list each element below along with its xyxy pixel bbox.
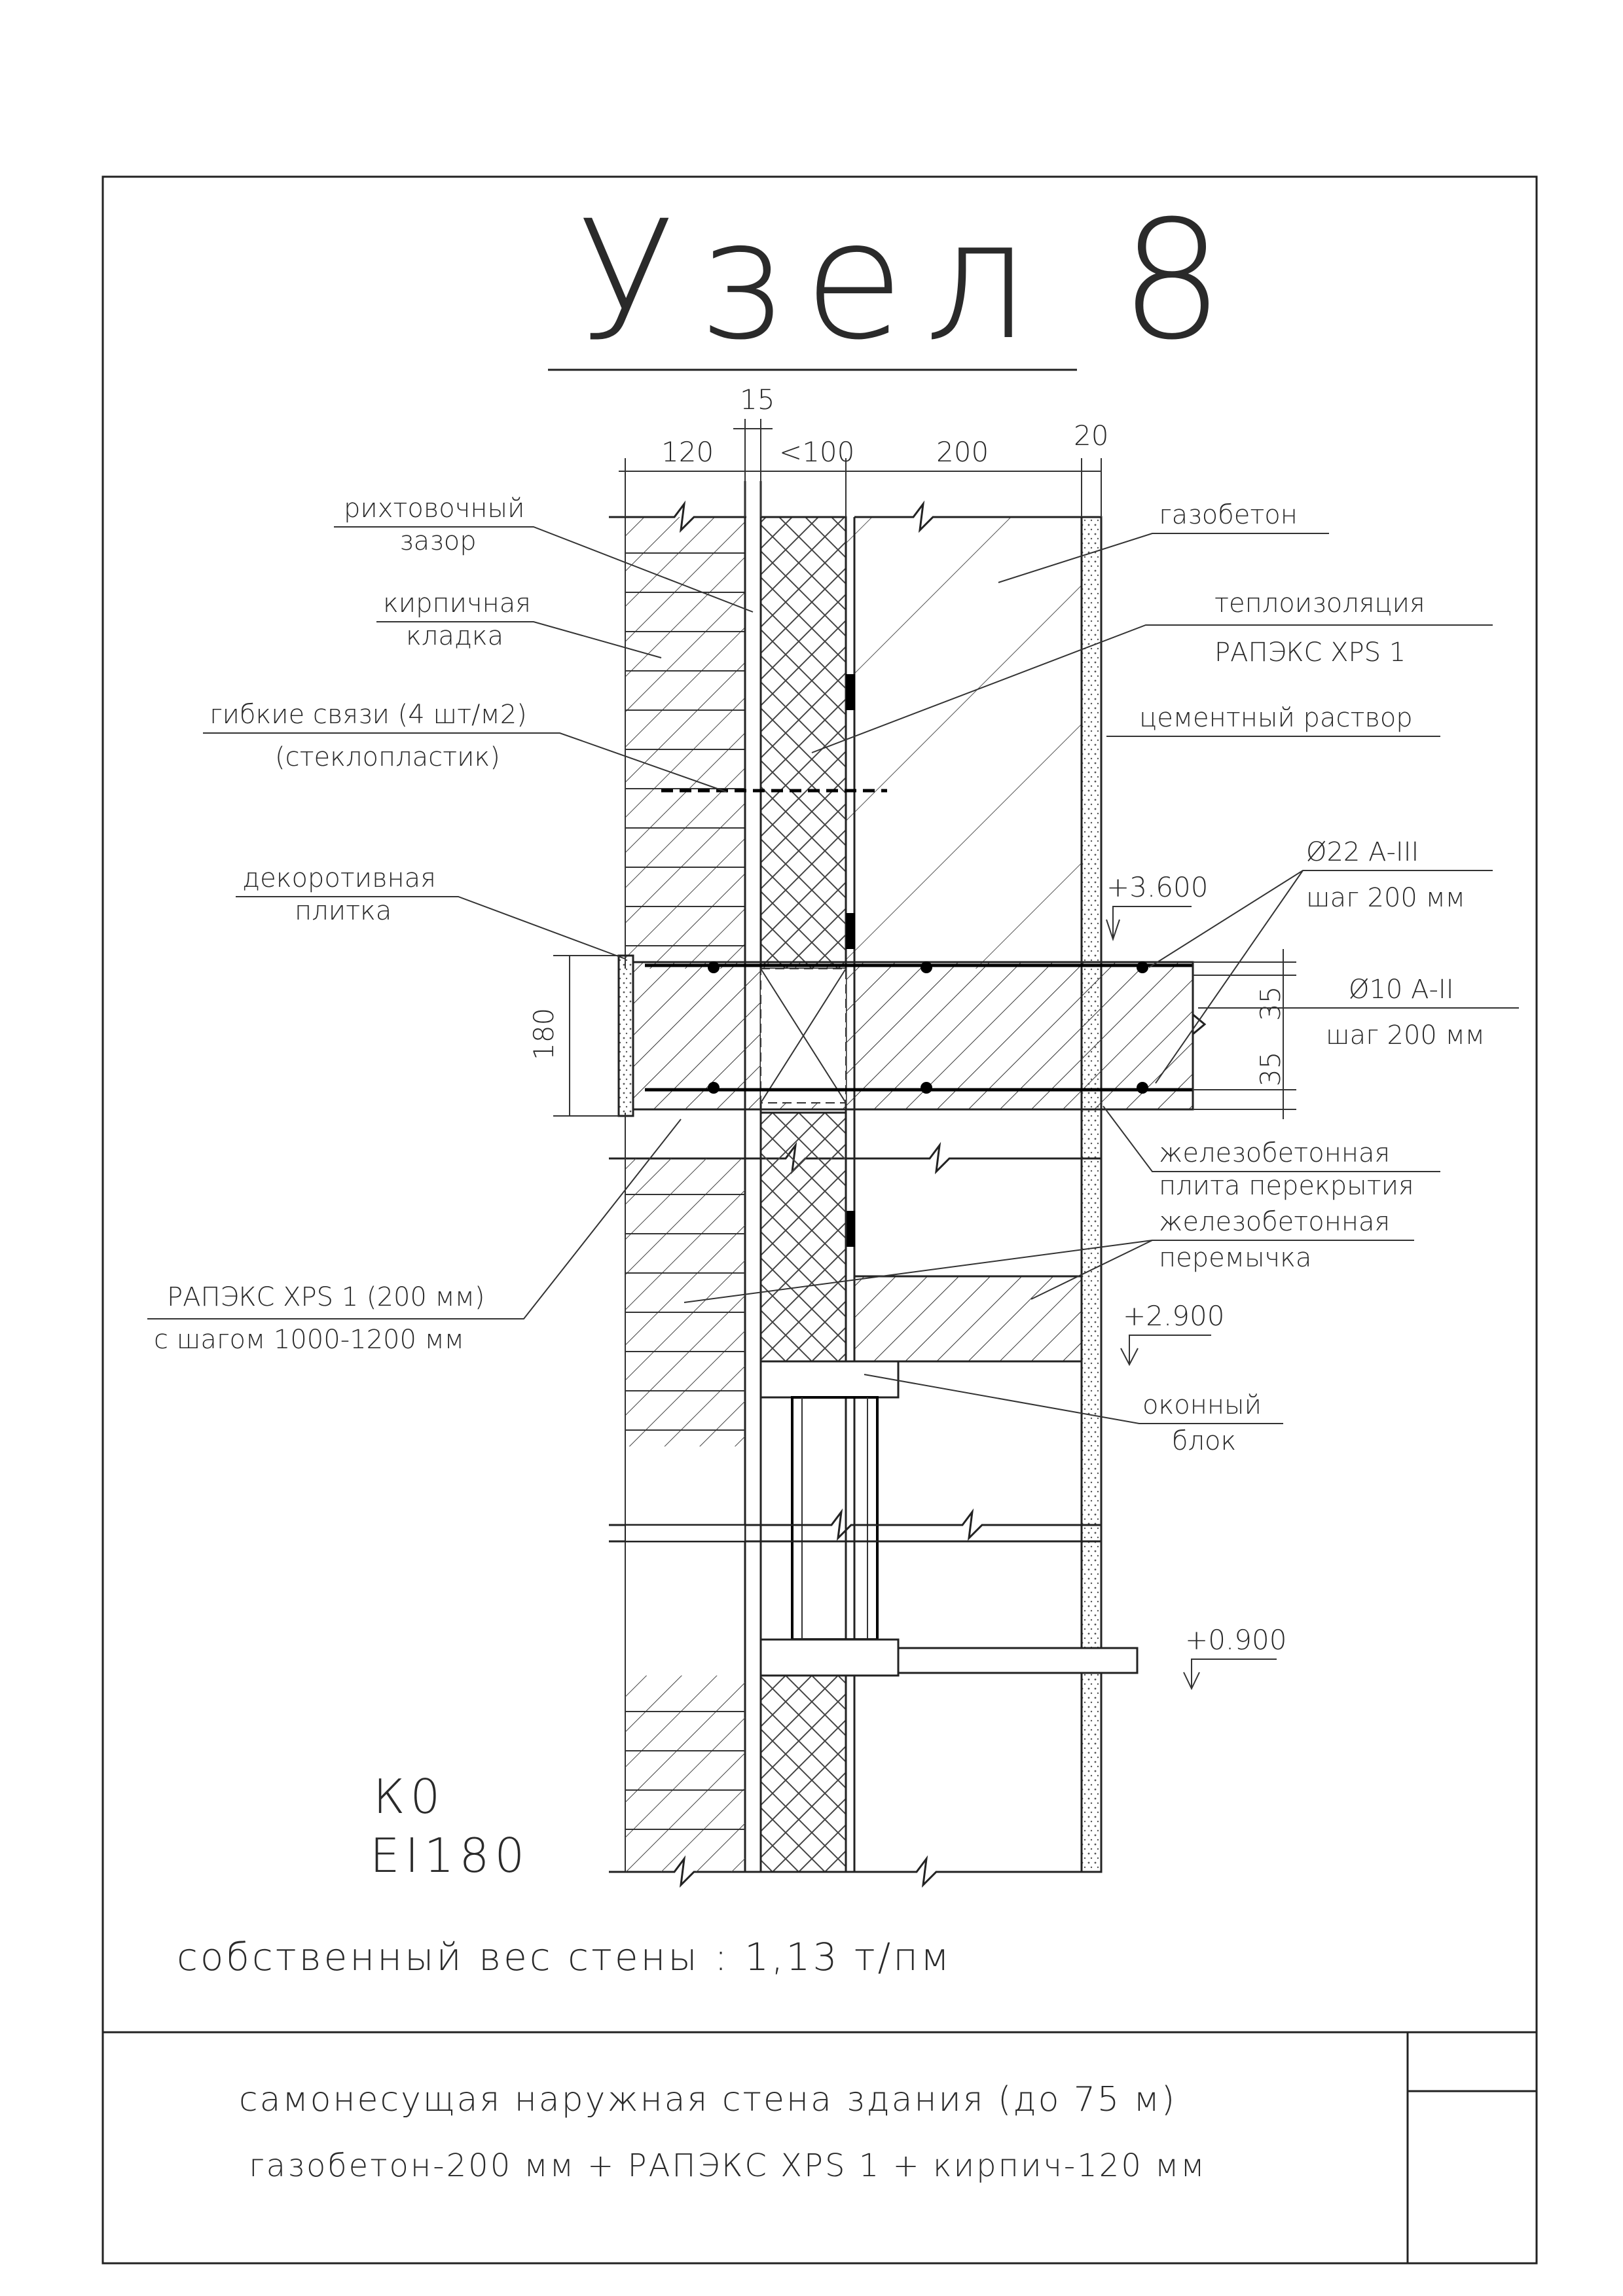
label-plita-1: железобетонная (1159, 1138, 1391, 1168)
window-frame-top (761, 1361, 898, 1397)
window-frame-bottom (761, 1640, 898, 1676)
tie-anchor-2 (846, 913, 855, 949)
dim-200: 200 (936, 436, 989, 468)
label-rikhtovochny-2: зазор (399, 526, 477, 556)
dim-35-top: 35 (1254, 986, 1286, 1021)
label-teplo-2: РАПЭКС XPS 1 (1214, 637, 1406, 668)
dim-180: 180 (528, 1007, 560, 1060)
fire-ei180: EI180 (370, 1828, 530, 1883)
wall-section (609, 481, 1205, 1885)
label-rebar10-1: Ø10 А-II (1349, 975, 1454, 1005)
window-sill (898, 1648, 1137, 1673)
label-peremychka-2: перемычка (1159, 1243, 1312, 1273)
label-kirpich-1: кирпичная (383, 588, 531, 619)
dim-100: <100 (779, 436, 855, 468)
label-rebar10-2: шаг 200 мм (1326, 1020, 1485, 1050)
decorative-tile (619, 956, 633, 1116)
label-rikhtovochny-1: рихтовочный (344, 493, 525, 524)
label-teplo-1: теплоизоляция (1214, 588, 1425, 619)
label-rapeks-2: с шагом 1000-1200 мм (154, 1325, 464, 1355)
dim-120: 120 (661, 436, 714, 468)
tie-anchor-1 (846, 674, 855, 710)
xps-insulation-upper (761, 517, 846, 969)
label-rebar22-2: шаг 200 мм (1306, 883, 1465, 913)
xps-insulation-bottom (761, 1676, 846, 1872)
label-rastvor: цементный раствор (1139, 703, 1413, 733)
drawing-title: Узел 8 (576, 185, 1244, 376)
label-plitka-2: плитка (295, 896, 392, 926)
dim-35-bottom: 35 (1254, 1051, 1286, 1086)
fire-k0: К0 (373, 1769, 446, 1824)
label-plitka-1: декоротивная (242, 863, 436, 893)
label-plita-2: плита перекрытия (1159, 1171, 1414, 1201)
label-gazobeton: газобетон (1159, 500, 1298, 530)
label-svyazi-2: (стеклопластик) (275, 742, 500, 772)
gas-concrete-upper (846, 517, 1082, 969)
dim-15: 15 (740, 384, 775, 416)
titleblock-line1: самонесущая наружная стена здания (до 75 м) (239, 2080, 1177, 2119)
window-glazing (792, 1397, 877, 1640)
tie-anchor-3 (846, 1211, 855, 1247)
xps-insulation-middle (761, 1113, 846, 1361)
title-block (548, 185, 1244, 376)
label-svyazi-1: гибкие связи (4 шт/м2) (210, 700, 527, 730)
label-kirpich-2: кладка (406, 621, 504, 651)
dim-20: 20 (1074, 420, 1109, 452)
label-rapeks-1: РАПЭКС XPS 1 (200 мм) (167, 1282, 485, 1312)
wall-weight: собственный вес стены : 1,13 т/пм (177, 1935, 952, 1979)
label-rebar22-1: Ø22 А-III (1306, 837, 1419, 867)
label-okno-2: блок (1172, 1426, 1237, 1456)
level-0900: +0.900 (1185, 1624, 1287, 1656)
level-2900: +2.900 (1123, 1300, 1225, 1332)
lintel (854, 1276, 1082, 1361)
label-peremychka-1: железобетонная (1159, 1207, 1391, 1237)
brick-wall-bottom (625, 1676, 745, 1872)
label-okno-1: оконный (1142, 1390, 1262, 1420)
level-3600: +3.600 (1106, 871, 1209, 903)
titleblock-line2: газобетон-200 мм + РАПЭКС XPS 1 + кирпич-120 мм (249, 2147, 1207, 2184)
brick-wall-upper (625, 517, 745, 969)
